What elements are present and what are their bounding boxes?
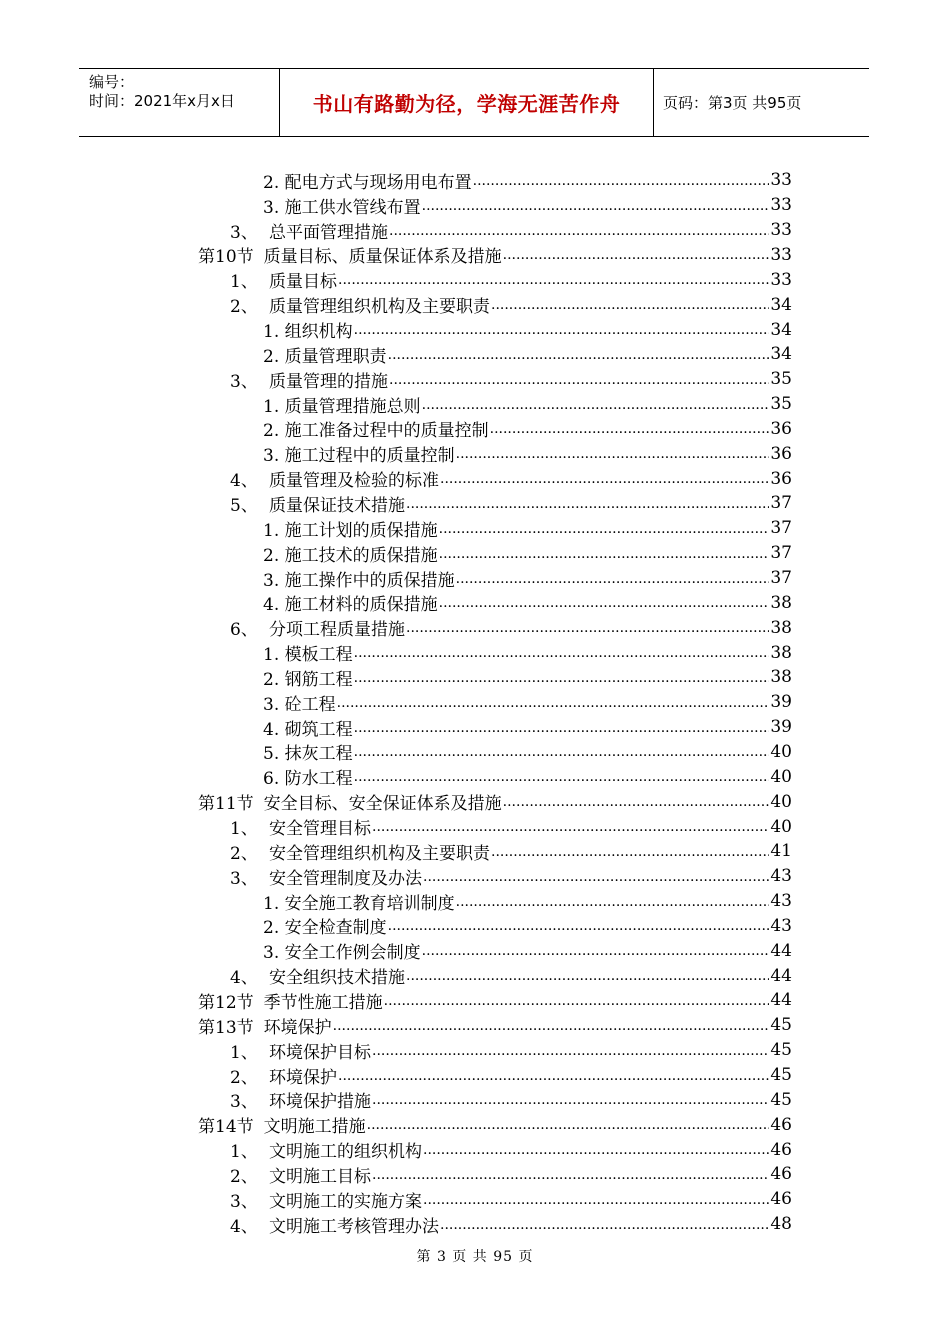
toc-entry-title: 安全管理目标 bbox=[269, 819, 371, 839]
toc-entry-label bbox=[230, 1137, 422, 1162]
toc-entry[interactable] bbox=[230, 839, 792, 864]
toc-entry-title: 质量管理及检验的标准 bbox=[269, 471, 439, 492]
toc-entry-label bbox=[263, 665, 353, 690]
toc-entry[interactable] bbox=[230, 292, 792, 317]
toc-entry-page-number: 43 bbox=[770, 866, 792, 887]
toc-entry-number: 4、 bbox=[230, 968, 258, 989]
toc-dot-leader bbox=[354, 743, 770, 760]
toc-dot-leader bbox=[423, 1191, 769, 1208]
page-footer: 第 3 页 共 95 页 bbox=[416, 1249, 534, 1265]
toc-dot-leader bbox=[491, 843, 769, 860]
toc-entry-page-number: 33 bbox=[770, 195, 792, 216]
toc-entry-title: 3. 安全工作例会制度 bbox=[263, 943, 421, 964]
toc-entry-title: 4. 砌筑工程 bbox=[263, 719, 353, 740]
toc-entry-page-number: 45 bbox=[770, 1065, 792, 1086]
toc-entry-title: 2. 安全检查制度 bbox=[263, 918, 387, 939]
toc-entry-page-number: 39 bbox=[770, 692, 792, 713]
toc-dot-leader bbox=[354, 719, 770, 736]
toc-entry-title: 2. 质量管理职责 bbox=[263, 346, 387, 367]
toc-entry[interactable] bbox=[263, 441, 792, 466]
toc-entry-label bbox=[263, 193, 421, 218]
toc-entry-label bbox=[263, 317, 353, 342]
toc-entry-label bbox=[198, 1013, 332, 1038]
toc-entry[interactable] bbox=[230, 1212, 792, 1237]
toc-entry-number: 6、 bbox=[230, 620, 258, 641]
time-label: 时间：2021年x月x日 bbox=[89, 92, 235, 110]
toc-entry-label bbox=[263, 590, 438, 615]
toc-entry-label bbox=[198, 789, 502, 814]
toc-dot-leader bbox=[422, 942, 770, 959]
toc-dot-leader bbox=[372, 1042, 769, 1059]
toc-dot-leader bbox=[503, 793, 770, 810]
toc-entry-page-number: 46 bbox=[770, 1114, 792, 1135]
toc-entry-label bbox=[230, 292, 490, 317]
toc-entry-title: 3. 砼工程 bbox=[263, 694, 336, 715]
toc-entry-page-number: 34 bbox=[770, 319, 792, 340]
toc-entry-page-number: 45 bbox=[770, 1015, 792, 1036]
toc-entry-title: 质量管理组织机构及主要职责 bbox=[269, 297, 490, 318]
toc-entry-page-number: 48 bbox=[770, 1214, 792, 1235]
toc-entry-title: 分项工程质量措施 bbox=[269, 620, 405, 641]
toc-entry[interactable] bbox=[263, 740, 792, 765]
toc-entry[interactable] bbox=[198, 789, 792, 814]
toc-entry-label bbox=[230, 1087, 371, 1112]
toc-entry[interactable] bbox=[230, 615, 792, 640]
toc-entry[interactable] bbox=[230, 1087, 792, 1112]
header-page-info: 页码：第3页 共95页 bbox=[663, 94, 802, 112]
toc-entry-title: 质量保证技术措施 bbox=[269, 495, 405, 516]
toc-dot-leader bbox=[389, 222, 769, 239]
toc-entry-label bbox=[230, 1162, 371, 1187]
toc-entry-page-number: 33 bbox=[770, 244, 792, 265]
toc-entry-page-number: 33 bbox=[770, 269, 792, 290]
toc-entry-number: 3、 bbox=[230, 222, 258, 243]
toc-entry-label bbox=[263, 342, 387, 367]
toc-entry-page-number: 43 bbox=[770, 915, 792, 936]
toc-entry[interactable] bbox=[263, 640, 792, 665]
toc-dot-leader bbox=[491, 296, 769, 313]
toc-entry-label bbox=[198, 988, 383, 1013]
toc-dot-leader bbox=[456, 445, 770, 462]
toc-dot-leader bbox=[354, 644, 770, 661]
toc-entry-title: 1. 质量管理措施总则 bbox=[263, 396, 421, 417]
toc-entry-title: 1. 施工计划的质保措施 bbox=[263, 520, 438, 541]
toc-dot-leader bbox=[354, 669, 770, 686]
toc-entry-label bbox=[230, 367, 388, 392]
toc-entry[interactable] bbox=[230, 864, 792, 889]
toc-dot-leader bbox=[422, 396, 770, 413]
toc-entry-title: 环境保护目标 bbox=[269, 1042, 371, 1063]
toc-entry-number: 第13节 bbox=[198, 1017, 254, 1038]
toc-entry-label bbox=[230, 963, 405, 988]
toc-dot-leader bbox=[372, 818, 769, 835]
toc-dot-leader bbox=[473, 172, 770, 189]
toc-dot-leader bbox=[406, 967, 769, 984]
toc-entry-number: 2、 bbox=[230, 1166, 258, 1187]
toc-entry[interactable] bbox=[263, 590, 792, 615]
toc-entry-title: 安全目标、安全保证体系及措施 bbox=[263, 794, 502, 815]
toc-entry-title: 3. 施工供水管线布置 bbox=[263, 197, 421, 218]
toc-entry-number: 4、 bbox=[230, 1216, 258, 1237]
toc-dot-leader bbox=[422, 197, 770, 214]
toc-entry-page-number: 36 bbox=[770, 468, 792, 489]
toc-entry-label bbox=[230, 466, 439, 491]
toc-entry-label bbox=[230, 1212, 439, 1237]
toc-dot-leader bbox=[367, 1116, 770, 1133]
toc-entry-label bbox=[263, 417, 489, 442]
toc-entry[interactable] bbox=[263, 665, 792, 690]
toc-entry-title: 安全管理组织机构及主要职责 bbox=[269, 843, 490, 864]
toc-entry-page-number: 39 bbox=[770, 717, 792, 738]
toc-entry[interactable] bbox=[263, 342, 792, 367]
toc-dot-leader bbox=[439, 594, 770, 611]
toc-entry-label bbox=[263, 690, 336, 715]
toc-entry-label bbox=[263, 938, 421, 963]
toc-entry-label bbox=[230, 839, 490, 864]
toc-entry[interactable] bbox=[198, 1013, 792, 1038]
toc-entry-label bbox=[198, 243, 502, 268]
toc-entry[interactable] bbox=[198, 243, 792, 268]
toc-entry-page-number: 46 bbox=[770, 1139, 792, 1160]
toc-entry-title: 质量目标、质量保证体系及措施 bbox=[263, 247, 502, 268]
toc-entry-title: 5. 抹灰工程 bbox=[263, 744, 353, 765]
toc-entry-title: 文明施工的实施方案 bbox=[269, 1191, 422, 1212]
toc-dot-leader bbox=[337, 694, 770, 711]
toc-dot-leader bbox=[389, 371, 769, 388]
toc-entry-label bbox=[230, 814, 371, 839]
toc-dot-leader bbox=[372, 1166, 769, 1183]
toc-entry-label bbox=[263, 441, 455, 466]
toc-entry[interactable] bbox=[230, 1162, 792, 1187]
toc-entry-label bbox=[230, 1187, 422, 1212]
toc-entry-page-number: 36 bbox=[770, 418, 792, 439]
toc-dot-leader bbox=[406, 619, 769, 636]
toc-entry[interactable] bbox=[230, 1038, 792, 1063]
toc-entry-title: 季节性施工措施 bbox=[263, 992, 383, 1013]
toc-entry-label bbox=[263, 541, 438, 566]
toc-entry-title: 环境保护措施 bbox=[269, 1092, 371, 1113]
toc-entry[interactable] bbox=[263, 938, 792, 963]
toc-dot-leader bbox=[388, 346, 770, 363]
toc-entry-page-number: 41 bbox=[770, 841, 792, 862]
toc-entry-number: 4、 bbox=[230, 471, 258, 492]
toc-entry-number: 3、 bbox=[230, 1191, 258, 1212]
toc-entry[interactable] bbox=[198, 988, 792, 1013]
toc-entry-page-number: 44 bbox=[770, 965, 792, 986]
toc-entry[interactable] bbox=[263, 168, 792, 193]
toc-entry-label bbox=[198, 1112, 366, 1137]
toc-entry-number: 1、 bbox=[230, 1142, 258, 1162]
toc-dot-leader bbox=[354, 321, 770, 338]
toc-entry[interactable] bbox=[263, 566, 792, 591]
toc-dot-leader bbox=[372, 1091, 769, 1108]
toc-entry-label bbox=[263, 914, 387, 939]
toc-entry-page-number: 44 bbox=[770, 990, 792, 1011]
toc-entry[interactable] bbox=[198, 1112, 792, 1137]
toc-entry-title: 1. 模板工程 bbox=[263, 645, 353, 665]
toc-entry[interactable] bbox=[263, 690, 792, 715]
toc-entry-label bbox=[263, 640, 353, 665]
toc-entry-label bbox=[263, 392, 421, 417]
toc-dot-leader bbox=[338, 1067, 769, 1084]
toc-entry-page-number: 46 bbox=[770, 1189, 792, 1210]
toc-entry[interactable] bbox=[263, 715, 792, 740]
toc-entry-label bbox=[230, 864, 422, 889]
toc-dot-leader bbox=[456, 893, 770, 910]
toc-dot-leader bbox=[423, 1141, 769, 1158]
toc-entry-page-number: 38 bbox=[770, 617, 792, 638]
toc-entry-label bbox=[230, 218, 388, 243]
toc-entry-page-number: 36 bbox=[770, 443, 792, 464]
toc-entry-title: 2. 配电方式与现场用电布置 bbox=[263, 172, 472, 193]
toc-entry-label bbox=[230, 267, 337, 292]
toc-dot-leader bbox=[384, 992, 770, 1009]
toc-entry-page-number: 38 bbox=[770, 642, 792, 663]
toc-entry-number: 第14节 bbox=[198, 1117, 254, 1138]
toc-entry-page-number: 40 bbox=[770, 816, 792, 837]
header-page-cell bbox=[654, 69, 869, 136]
toc-entry-title: 3. 施工过程中的质量控制 bbox=[263, 446, 455, 467]
toc-entry[interactable] bbox=[230, 466, 792, 491]
toc-entry[interactable] bbox=[230, 814, 792, 839]
toc-dot-leader bbox=[440, 1216, 769, 1233]
toc-entry-number: 1、 bbox=[230, 819, 258, 839]
toc-entry-title: 文明施工的组织机构 bbox=[269, 1142, 422, 1162]
toc-dot-leader bbox=[439, 520, 770, 537]
toc-entry-title: 文明施工措施 bbox=[263, 1117, 366, 1138]
toc-entry-page-number: 33 bbox=[770, 220, 792, 241]
toc-entry-number: 第11节 bbox=[198, 794, 254, 815]
toc-entry-number: 1、 bbox=[230, 1042, 258, 1063]
toc-entry-number: 第10节 bbox=[198, 247, 254, 268]
toc-entry-title: 质量管理的措施 bbox=[269, 371, 388, 392]
toc-entry-label bbox=[230, 615, 405, 640]
toc-entry-page-number: 37 bbox=[770, 568, 792, 589]
toc-dot-leader bbox=[406, 495, 769, 512]
toc-entry-title: 文明施工目标 bbox=[269, 1166, 371, 1187]
toc-entry-number: 5、 bbox=[230, 495, 258, 516]
toc-entry[interactable] bbox=[263, 541, 792, 566]
toc-entry-page-number: 45 bbox=[770, 1040, 792, 1061]
toc-entry-page-number: 46 bbox=[770, 1164, 792, 1185]
toc-entry-page-number: 34 bbox=[770, 294, 792, 315]
toc-entry-title: 安全管理制度及办法 bbox=[269, 868, 422, 889]
toc-entry-page-number: 40 bbox=[770, 791, 792, 812]
toc-entry-label bbox=[263, 715, 353, 740]
toc-entry-page-number: 40 bbox=[770, 741, 792, 762]
toc-entry-label bbox=[263, 516, 438, 541]
toc-entry-page-number: 35 bbox=[770, 394, 792, 415]
toc-entry[interactable] bbox=[263, 317, 792, 342]
toc-entry-title: 1. 组织机构 bbox=[263, 322, 353, 342]
toc-entry[interactable] bbox=[263, 516, 792, 541]
toc-entry-title: 2. 钢筋工程 bbox=[263, 669, 353, 690]
toc-entry[interactable] bbox=[263, 889, 792, 914]
toc-entry-title: 4. 施工材料的质保措施 bbox=[263, 595, 438, 616]
toc-dot-leader bbox=[503, 246, 770, 263]
toc-entry-title: 1. 安全施工教育培训制度 bbox=[263, 893, 455, 914]
toc-entry-page-number: 37 bbox=[770, 493, 792, 514]
toc-entry-title: 3. 施工操作中的质保措施 bbox=[263, 570, 455, 591]
toc-entry-page-number: 38 bbox=[770, 667, 792, 688]
toc-dot-leader bbox=[354, 768, 770, 785]
toc-dot-leader bbox=[456, 570, 770, 587]
toc-dot-leader bbox=[388, 917, 770, 934]
toc-entry-label bbox=[230, 1063, 337, 1088]
toc-dot-leader bbox=[439, 545, 770, 562]
toc-entry-page-number: 34 bbox=[770, 344, 792, 365]
toc-entry-label bbox=[263, 740, 353, 765]
toc-entry-title: 2. 施工技术的质保措施 bbox=[263, 545, 438, 566]
toc-entry-title: 6. 防水工程 bbox=[263, 769, 353, 790]
doc-number-label: 编号： bbox=[89, 73, 135, 91]
toc-entry-title: 安全组织技术措施 bbox=[269, 968, 405, 989]
toc-dot-leader bbox=[333, 1017, 770, 1034]
toc-entry-page-number: 33 bbox=[770, 170, 792, 191]
header-motto-cell bbox=[280, 69, 654, 136]
toc-entry[interactable] bbox=[263, 764, 792, 789]
toc-dot-leader bbox=[338, 271, 769, 288]
toc-entry[interactable] bbox=[263, 392, 792, 417]
toc-entry-label bbox=[263, 764, 353, 789]
toc-entry-number: 3、 bbox=[230, 1092, 258, 1113]
toc-entry-page-number: 37 bbox=[770, 518, 792, 539]
toc-entry-title: 质量目标 bbox=[269, 272, 337, 293]
toc-entry[interactable] bbox=[230, 218, 792, 243]
toc-entry[interactable] bbox=[263, 193, 792, 218]
toc-entry-number: 1、 bbox=[230, 272, 258, 293]
toc-entry-number: 2、 bbox=[230, 297, 258, 318]
toc-entry-page-number: 45 bbox=[770, 1089, 792, 1110]
toc-entry-number: 第12节 bbox=[198, 992, 254, 1013]
toc-entry-page-number: 44 bbox=[770, 940, 792, 961]
toc-entry-page-number: 37 bbox=[770, 543, 792, 564]
toc-entry-number: 3、 bbox=[230, 868, 258, 889]
toc-entry[interactable] bbox=[230, 1137, 792, 1162]
toc-entry-number: 3、 bbox=[230, 371, 258, 392]
toc-entry-title: 2. 施工准备过程中的质量控制 bbox=[263, 421, 489, 442]
toc-entry-label bbox=[230, 1038, 371, 1063]
toc-entry[interactable] bbox=[230, 491, 792, 516]
toc-entry-page-number: 35 bbox=[770, 369, 792, 390]
toc-entry-label bbox=[263, 889, 455, 914]
toc-entry-page-number: 40 bbox=[770, 766, 792, 787]
toc-entry-number: 2、 bbox=[230, 843, 258, 864]
toc-entry[interactable] bbox=[230, 267, 792, 292]
toc-entry-title: 环境保护 bbox=[263, 1017, 332, 1038]
toc-entry-label bbox=[230, 491, 405, 516]
toc-dot-leader bbox=[423, 868, 769, 885]
toc-entry[interactable] bbox=[230, 367, 792, 392]
toc-entry[interactable] bbox=[230, 1187, 792, 1212]
toc-entry-title: 环境保护 bbox=[269, 1067, 337, 1088]
toc-entry[interactable] bbox=[230, 963, 792, 988]
toc-entry-page-number: 38 bbox=[770, 592, 792, 613]
toc-entry[interactable] bbox=[263, 914, 792, 939]
toc-dot-leader bbox=[490, 420, 770, 437]
toc-entry-label bbox=[263, 566, 455, 591]
toc-dot-leader bbox=[440, 470, 769, 487]
toc-entry[interactable] bbox=[263, 417, 792, 442]
toc-entry-title: 文明施工考核管理办法 bbox=[269, 1216, 439, 1237]
toc-entry-title: 总平面管理措施 bbox=[269, 222, 388, 243]
toc-entry-page-number: 43 bbox=[770, 891, 792, 912]
toc-entry-label bbox=[263, 168, 472, 193]
page-header bbox=[79, 68, 869, 137]
toc-entry-number: 2、 bbox=[230, 1067, 258, 1088]
toc-entry[interactable] bbox=[230, 1063, 792, 1088]
header-meta-cell bbox=[79, 69, 280, 136]
motto-text: 书山有路勤为径，学海无涯苦作舟 bbox=[312, 92, 621, 116]
